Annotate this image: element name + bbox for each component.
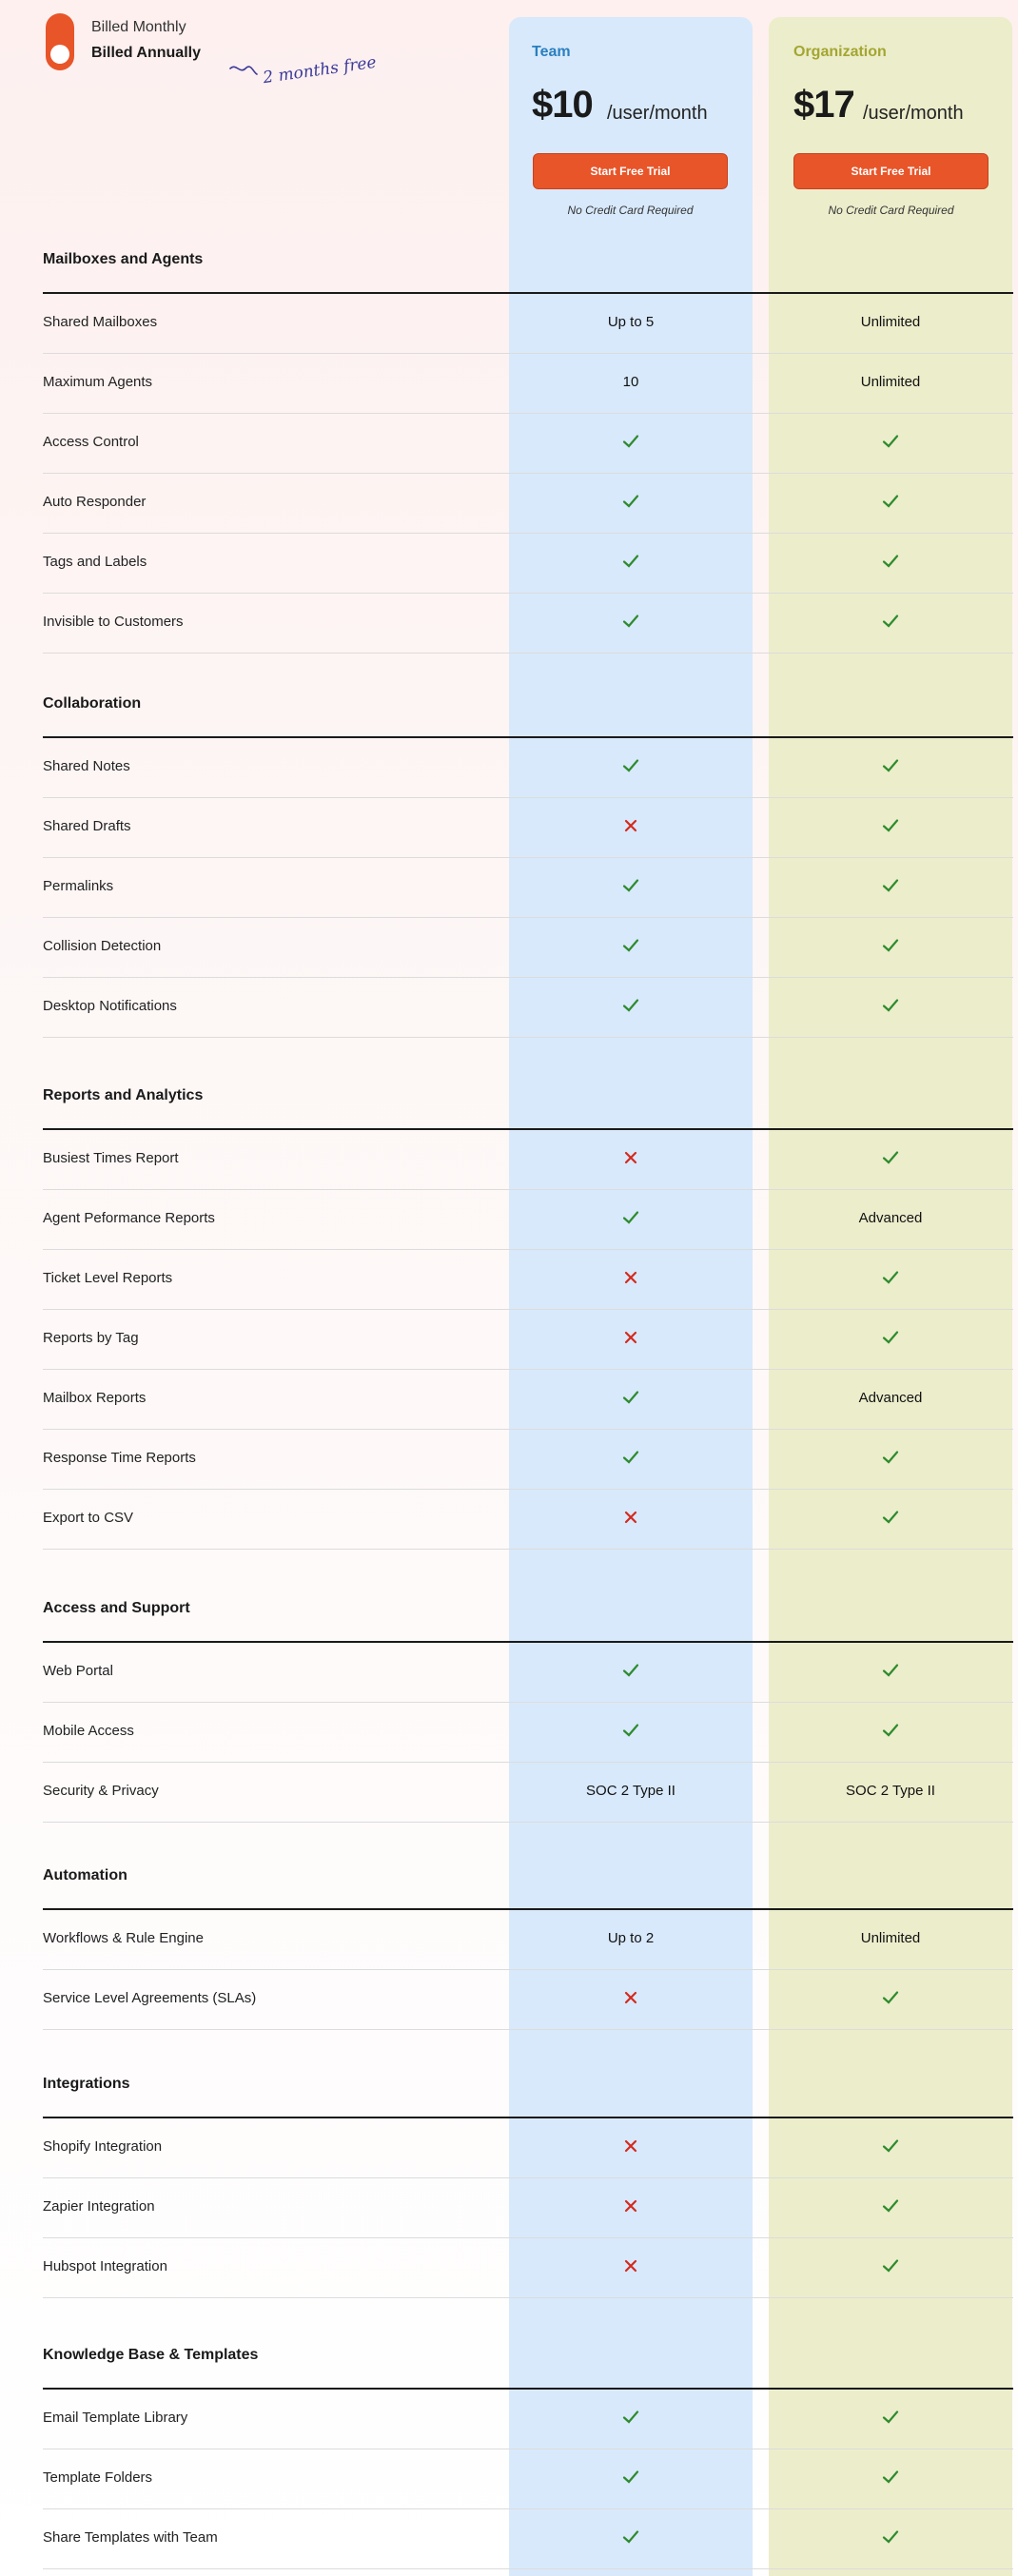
organization-value [769, 1328, 1012, 1351]
cross-icon [621, 1268, 640, 1287]
feature-label: Web Portal [43, 1663, 113, 1679]
organization-value [769, 876, 1012, 899]
feature-row-share-templates-with-team [43, 2509, 1013, 2569]
team-value [509, 1208, 753, 1231]
team-price: $10 [532, 84, 593, 126]
feature-row-tags-and-labels [43, 534, 1013, 594]
feature-row-access-control [43, 414, 1013, 474]
section-title: Knowledge Base & Templates [43, 2347, 259, 2363]
check-icon [621, 2468, 640, 2487]
feature-label: Service Level Agreements (SLAs) [43, 1990, 257, 2006]
organization-value [769, 2137, 1012, 2159]
check-icon [621, 432, 640, 451]
section-title: Reports and Analytics [43, 1087, 204, 1103]
feature-label: Shared Drafts [43, 818, 131, 834]
organization-value [769, 2468, 1012, 2490]
feature-row-email-template-library [43, 2390, 1013, 2449]
feature-label: Zapier Integration [43, 2198, 155, 2215]
organization-price: $17 [793, 84, 854, 126]
check-icon [621, 2527, 640, 2547]
check-icon [621, 756, 640, 775]
cross-icon [621, 2196, 640, 2215]
feature-label: Export to CSV [43, 1510, 134, 1526]
row-separator [43, 1822, 1013, 1823]
feature-row-ticket-level-reports [43, 1250, 1013, 1310]
team-value: SOC 2 Type II [586, 1783, 675, 1799]
check-icon [881, 756, 900, 775]
feature-row-shared-drafts [43, 798, 1013, 858]
organization-value [769, 1508, 1012, 1531]
organization-value [769, 612, 1012, 634]
team-value [509, 1508, 753, 1531]
team-value [509, 756, 753, 779]
feature-label: Access Control [43, 434, 139, 450]
feature-label: Security & Privacy [43, 1783, 159, 1799]
feature-row-mailbox-reports [43, 1370, 1013, 1430]
feature-row-busiest-times-report [43, 1130, 1013, 1190]
team-value [509, 1388, 753, 1411]
feature-row-response-time-reports [43, 1430, 1013, 1490]
feature-row-reports-by-tag [43, 1310, 1013, 1370]
organization-value: Advanced [858, 1390, 923, 1406]
feature-label: Ticket Level Reports [43, 1270, 173, 1286]
feature-label: Response Time Reports [43, 1450, 196, 1466]
organization-value [769, 996, 1012, 1019]
check-icon [881, 1268, 900, 1287]
organization-value [769, 1661, 1012, 1684]
team-value: Up to 2 [607, 1930, 655, 1946]
feature-row-export-to-csv [43, 1490, 1013, 1550]
team-value [509, 2527, 753, 2550]
feature-row-workflows-rule-engine [43, 1910, 1013, 1970]
feature-label: Desktop Notifications [43, 998, 177, 1014]
cross-icon [621, 2256, 640, 2275]
check-icon [621, 936, 640, 955]
team-value [509, 612, 753, 634]
team-value [509, 2468, 753, 2490]
feature-label: Invisible to Customers [43, 614, 184, 630]
feature-row-shared-mailboxes [43, 294, 1013, 354]
check-icon [881, 1661, 900, 1680]
feature-row-auto-responder [43, 474, 1013, 534]
organization-price-unit: /user/month [863, 103, 964, 124]
check-icon [881, 2137, 900, 2156]
feature-label: Permalinks [43, 878, 114, 894]
cross-icon [621, 816, 640, 835]
cross-icon [621, 2137, 640, 2156]
check-icon [881, 816, 900, 835]
organization-value [769, 492, 1012, 515]
organization-value [769, 2256, 1012, 2279]
cross-icon [621, 1148, 640, 1167]
team-value: Up to 5 [607, 314, 655, 330]
cross-icon [621, 1508, 640, 1527]
section-title: Collaboration [43, 695, 142, 712]
check-icon [621, 492, 640, 511]
check-icon [881, 936, 900, 955]
feature-row-template-folders [43, 2449, 1013, 2509]
cross-icon [621, 1328, 640, 1347]
team-value [509, 492, 753, 515]
check-icon [881, 2196, 900, 2215]
team-value [509, 1448, 753, 1471]
organization-value [769, 552, 1012, 575]
organization-value: Advanced [858, 1210, 923, 1226]
feature-label: Share Templates with Team [43, 2529, 218, 2546]
organization-value: Unlimited [860, 374, 921, 390]
check-icon [881, 2256, 900, 2275]
organization-value [769, 2196, 1012, 2219]
team-value [509, 2137, 753, 2159]
check-icon [621, 1661, 640, 1680]
section-title: Access and Support [43, 1600, 190, 1616]
feature-row-mobile-access [43, 1703, 1013, 1763]
check-icon [881, 2527, 900, 2547]
check-icon [621, 876, 640, 895]
check-icon [881, 1148, 900, 1167]
check-icon [621, 1208, 640, 1227]
billed-annually-label[interactable]: Billed Annually [91, 45, 201, 61]
organization-value [769, 816, 1012, 839]
check-icon [621, 612, 640, 631]
feature-label: Busiest Times Report [43, 1150, 179, 1166]
feature-label: Collision Detection [43, 938, 162, 954]
row-separator [43, 1037, 1013, 1038]
section-title: Mailboxes and Agents [43, 251, 204, 267]
organization-value: SOC 2 Type II [846, 1783, 935, 1799]
team-value [509, 1148, 753, 1171]
team-value [509, 936, 753, 959]
team-value: 10 [622, 374, 639, 390]
check-icon [881, 1508, 900, 1527]
organization-value [769, 1148, 1012, 1171]
check-icon [881, 552, 900, 571]
check-icon [881, 2468, 900, 2487]
feature-label: Email Template Library [43, 2410, 188, 2426]
team-value [509, 552, 753, 575]
team-value [509, 2408, 753, 2430]
feature-row-invisible-to-customers [43, 594, 1013, 654]
organization-value [769, 1988, 1012, 2011]
feature-row-permalinks [43, 858, 1013, 918]
organization-value: Unlimited [860, 314, 921, 330]
feature-label: Auto Responder [43, 494, 147, 510]
feature-row-agent-peformance-reports [43, 1190, 1013, 1250]
feature-row-service-level-agreements-slas [43, 1970, 1013, 2030]
check-icon [621, 1721, 640, 1740]
organization-plan-name: Organization [793, 44, 887, 60]
organization-value [769, 432, 1012, 455]
feature-row-web-portal [43, 1643, 1013, 1703]
team-value [509, 996, 753, 1019]
feature-row-collision-detection [43, 918, 1013, 978]
check-icon [881, 432, 900, 451]
section-title: Integrations [43, 2076, 130, 2092]
feature-label: Shared Mailboxes [43, 314, 158, 330]
organization-value [769, 1721, 1012, 1744]
organization-start-trial-button[interactable]: Start Free Trial [793, 153, 989, 189]
feature-label: Mailbox Reports [43, 1390, 147, 1406]
team-no-credit-card-note: No Credit Card Required [567, 204, 694, 217]
feature-label: Maximum Agents [43, 374, 153, 390]
feature-row-shopify-integration [43, 2118, 1013, 2178]
check-icon [881, 1328, 900, 1347]
billed-monthly-label[interactable]: Billed Monthly [91, 19, 186, 35]
check-icon [621, 2408, 640, 2427]
organization-no-credit-card-note: No Credit Card Required [828, 204, 954, 217]
feature-label: Hubspot Integration [43, 2258, 167, 2274]
team-start-trial-button[interactable]: Start Free Trial [533, 153, 728, 189]
check-icon [621, 1448, 640, 1467]
check-icon [621, 552, 640, 571]
feature-label: Shopify Integration [43, 2138, 163, 2155]
feature-row-shared-notes [43, 738, 1013, 798]
cross-icon [621, 1988, 640, 2007]
row-separator [43, 653, 1013, 654]
team-value [509, 1661, 753, 1684]
feature-label: Reports by Tag [43, 1330, 139, 1346]
feature-label: Workflows & Rule Engine [43, 1930, 204, 1946]
check-icon [881, 876, 900, 895]
organization-value [769, 1268, 1012, 1291]
check-icon [881, 1448, 900, 1467]
team-value [509, 1721, 753, 1744]
check-icon [881, 2408, 900, 2427]
check-icon [881, 1988, 900, 2007]
feature-row-desktop-notifications [43, 978, 1013, 1038]
check-icon [621, 1388, 640, 1407]
check-icon [881, 1721, 900, 1740]
team-plan-name: Team [532, 44, 571, 60]
organization-value [769, 2408, 1012, 2430]
team-value [509, 432, 753, 455]
feature-row-security-privacy [43, 1763, 1013, 1823]
team-price-unit: /user/month [607, 103, 708, 124]
organization-value: Unlimited [860, 1930, 921, 1946]
organization-value [769, 756, 1012, 779]
check-icon [621, 996, 640, 1015]
check-icon [881, 492, 900, 511]
feature-label: Shared Notes [43, 758, 130, 774]
row-separator [43, 2297, 1013, 2298]
feature-label: Mobile Access [43, 1723, 134, 1739]
team-value [509, 2256, 753, 2279]
toggle-knob[interactable] [50, 45, 69, 64]
promo-text: 2 months free [262, 52, 378, 88]
team-value [509, 816, 753, 839]
feature-row-hubspot-integration [43, 2238, 1013, 2298]
check-icon [881, 612, 900, 631]
feature-label: Agent Peformance Reports [43, 1210, 215, 1226]
team-value [509, 876, 753, 899]
row-separator [43, 2029, 1013, 2030]
section-title: Automation [43, 1867, 127, 1883]
feature-label: Template Folders [43, 2469, 153, 2486]
organization-value [769, 1448, 1012, 1471]
team-value [509, 1328, 753, 1351]
feature-row-zapier-integration [43, 2178, 1013, 2238]
team-value [509, 2196, 753, 2219]
row-separator [43, 1549, 1013, 1550]
organization-value [769, 936, 1012, 959]
billing-toggle[interactable] [46, 13, 74, 70]
row-separator [43, 2568, 1013, 2569]
feature-row-maximum-agents [43, 354, 1013, 414]
team-value [509, 1988, 753, 2011]
check-icon [881, 996, 900, 1015]
team-value [509, 1268, 753, 1291]
feature-label: Tags and Labels [43, 554, 147, 570]
organization-value [769, 2527, 1012, 2550]
